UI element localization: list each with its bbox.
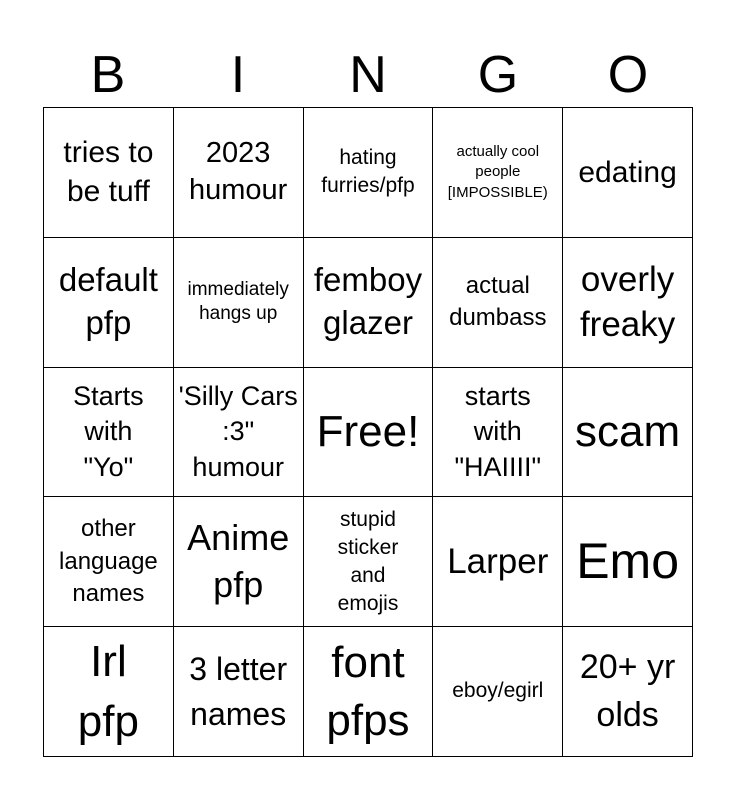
cell-label: femboy glazer bbox=[313, 261, 423, 342]
bingo-cell[interactable] bbox=[563, 368, 693, 498]
bingo-cell[interactable] bbox=[304, 497, 434, 627]
bingo-cell[interactable] bbox=[44, 108, 174, 238]
bingo-cell[interactable] bbox=[174, 627, 304, 757]
cell-label: font pfps bbox=[326, 638, 410, 745]
bingo-cell[interactable] bbox=[433, 497, 563, 627]
header-letter-i: I bbox=[230, 46, 246, 104]
cell-label: immediately hangs up bbox=[187, 279, 289, 325]
bingo-cell[interactable] bbox=[44, 497, 174, 627]
header-letter-o: O bbox=[607, 46, 649, 104]
cell-label: scam bbox=[575, 406, 681, 456]
bingo-cell[interactable] bbox=[174, 497, 304, 627]
cell-label: 2023 humour bbox=[189, 136, 288, 207]
bingo-cell[interactable] bbox=[174, 108, 304, 238]
header-letter-b: B bbox=[90, 46, 126, 104]
bingo-cell[interactable] bbox=[433, 238, 563, 368]
cell-label: 20+ yr olds bbox=[579, 648, 676, 734]
bingo-cell[interactable] bbox=[44, 368, 174, 498]
header-letter-n: N bbox=[349, 46, 387, 104]
cell-label: other language names bbox=[59, 515, 158, 607]
cell-label: Larper bbox=[447, 542, 549, 582]
bingo-cell[interactable] bbox=[304, 238, 434, 368]
cell-label: starts with "HAIIII" bbox=[454, 381, 542, 482]
bingo-cell[interactable] bbox=[174, 368, 304, 498]
cell-label: overly freaky bbox=[579, 259, 676, 345]
cell-label: eboy/egirl bbox=[452, 679, 544, 703]
bingo-cell[interactable] bbox=[563, 627, 693, 757]
bingo-cell[interactable] bbox=[563, 238, 693, 368]
cell-label: 3 letter names bbox=[189, 650, 288, 732]
bingo-cell[interactable] bbox=[174, 238, 304, 368]
cell-label: Emo bbox=[576, 533, 679, 590]
cell-label: 'Silly Cars :3" humour bbox=[178, 381, 298, 482]
cell-label: Anime pfp bbox=[187, 516, 290, 605]
bingo-cell[interactable] bbox=[563, 497, 693, 627]
cell-label: Free! bbox=[316, 406, 420, 456]
cell-label: edating bbox=[578, 155, 677, 189]
cell-label: Starts with "Yo" bbox=[73, 381, 144, 482]
cell-label: tries to be tuff bbox=[63, 136, 154, 209]
cell-label: hating furries/pfp bbox=[321, 146, 415, 198]
bingo-cell[interactable] bbox=[433, 368, 563, 498]
bingo-cell[interactable] bbox=[44, 238, 174, 368]
bingo-cell[interactable] bbox=[563, 108, 693, 238]
bingo-cell[interactable] bbox=[433, 108, 563, 238]
cell-label: actually cool people [IMPOSSIBLE) bbox=[447, 143, 548, 201]
header-letter-g: G bbox=[477, 46, 519, 104]
bingo-header bbox=[43, 44, 693, 106]
bingo-cell[interactable] bbox=[304, 368, 434, 498]
bingo-cell[interactable] bbox=[433, 627, 563, 757]
cell-label: Irl pfp bbox=[77, 637, 139, 746]
bingo-cell[interactable] bbox=[44, 627, 174, 757]
bingo-cell[interactable] bbox=[304, 627, 434, 757]
cell-label: stupid sticker and emojis bbox=[337, 507, 399, 615]
cell-label: default pfp bbox=[58, 261, 158, 342]
bingo-cell[interactable] bbox=[304, 108, 434, 238]
bingo-board bbox=[43, 107, 693, 757]
cell-label: actual dumbass bbox=[449, 271, 547, 332]
